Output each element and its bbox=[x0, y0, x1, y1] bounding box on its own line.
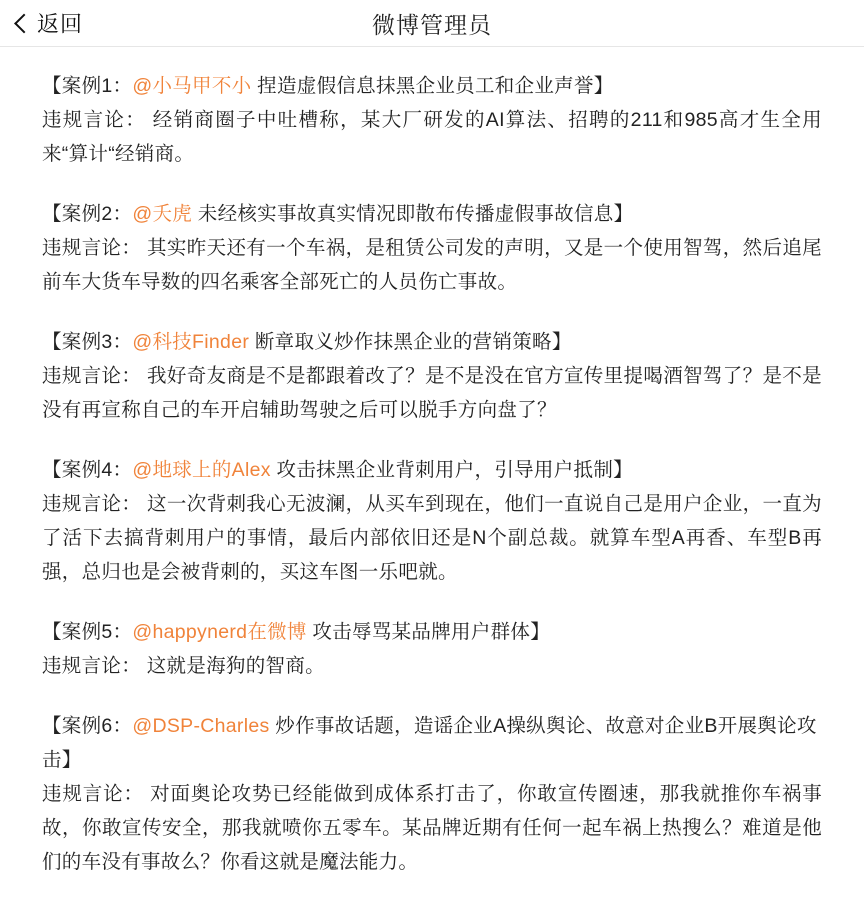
page-title: 微博管理员 bbox=[372, 11, 492, 38]
case-body-text: 这就是海狗的智商。 bbox=[141, 655, 325, 677]
case-body bbox=[42, 231, 822, 299]
case-item bbox=[42, 709, 822, 879]
case-body-label: 违规言论： bbox=[42, 783, 144, 805]
chevron-left-icon bbox=[14, 13, 34, 33]
case-body bbox=[42, 777, 822, 879]
case-handle[interactable]: @DSP-Charles bbox=[132, 715, 270, 737]
case-title-prefix: 【案例5： bbox=[42, 621, 133, 643]
back-button[interactable] bbox=[8, 6, 89, 41]
case-item bbox=[42, 325, 822, 427]
case-title bbox=[42, 615, 822, 649]
case-title bbox=[42, 325, 822, 359]
case-title bbox=[42, 453, 822, 487]
case-handle[interactable]: @小马甲不小 bbox=[132, 75, 252, 97]
case-body-text: 这一次背刺我心无波澜，从买车到现在，他们一直说自己是用户企业，一直为了活下去搞背刺用户的事情，最后内部依旧还是N个副总裁。就算车型A再香、车型B再强，总归也是会被背刺的，买这车图一乐吧就。 bbox=[42, 493, 822, 583]
case-body bbox=[42, 649, 822, 683]
case-body bbox=[42, 359, 822, 427]
case-title bbox=[42, 69, 822, 103]
case-handle[interactable]: @happynerd在微博 bbox=[132, 621, 307, 643]
case-title-suffix: 攻击辱骂某品牌用户群体】 bbox=[306, 621, 551, 643]
case-handle[interactable]: @地球上的Alex bbox=[132, 459, 271, 481]
case-item bbox=[42, 615, 822, 683]
page-header bbox=[0, 0, 864, 47]
case-body-label: 违规言论： bbox=[42, 493, 142, 515]
case-body-text: 对面奥论攻势已经能做到成体系打击了，你敢宣传圈速，那我就推你车祸事故，你敢宣传安全，那我就喷你五零车。某品牌近期有任何一起车祸上热搜么？难道是他们的车没有事故么？你看这就是魔法能力。 bbox=[42, 783, 822, 873]
case-body-label: 违规言论： bbox=[42, 655, 142, 677]
case-body-text: 经销商圈子中吐槽称，某大厂研发的AI算法、招聘的211和985高才生全用来“算计“经销商。 bbox=[42, 109, 822, 165]
case-title-prefix: 【案例2： bbox=[42, 203, 133, 225]
case-list bbox=[0, 47, 864, 904]
case-title bbox=[42, 197, 822, 231]
case-handle[interactable]: @夭虎 bbox=[132, 203, 193, 225]
case-body-text: 其实昨天还有一个车祸，是租赁公司发的声明，又是一个使用智驾，然后追尾前车大货车导数的四名乘客全部死亡的人员伤亡事故。 bbox=[42, 237, 822, 293]
case-body-label: 违规言论： bbox=[42, 237, 142, 259]
case-body-text: 我好奇友商是不是都跟着改了？是不是没在官方宣传里提喝酒智驾了？是不是没有再宣称自己的车开启辅助驾驶之后可以脱手方向盘了？ bbox=[42, 365, 822, 421]
case-handle[interactable]: @科技Finder bbox=[132, 331, 250, 353]
case-body-label: 违规言论： bbox=[42, 109, 147, 131]
case-body bbox=[42, 487, 822, 589]
case-title-prefix: 【案例4： bbox=[42, 459, 133, 481]
case-title-prefix: 【案例1： bbox=[42, 75, 133, 97]
case-title-suffix: 捏造虚假信息抹黑企业员工和企业声誉】 bbox=[251, 75, 614, 97]
case-body-label: 违规言论： bbox=[42, 365, 142, 387]
back-button-label: 返回 bbox=[37, 11, 84, 37]
case-title-suffix: 未经核实事故真实情况即散布传播虚假事故信息】 bbox=[192, 203, 634, 225]
case-title-prefix: 【案例3： bbox=[42, 331, 133, 353]
case-body bbox=[42, 103, 822, 171]
case-title bbox=[42, 709, 822, 777]
case-title-suffix: 攻击抹黑企业背刺用户，引导用户抵制】 bbox=[270, 459, 633, 481]
case-item bbox=[42, 453, 822, 589]
case-title-prefix: 【案例6： bbox=[42, 715, 133, 737]
case-title-suffix: 断章取义炒作抹黑企业的营销策略】 bbox=[249, 331, 572, 353]
case-item bbox=[42, 197, 822, 299]
case-title-suffix: 炒作事故话题，造谣企业A操纵舆论、故意对企业B开展舆论攻击】 bbox=[42, 715, 817, 771]
case-item bbox=[42, 69, 822, 171]
